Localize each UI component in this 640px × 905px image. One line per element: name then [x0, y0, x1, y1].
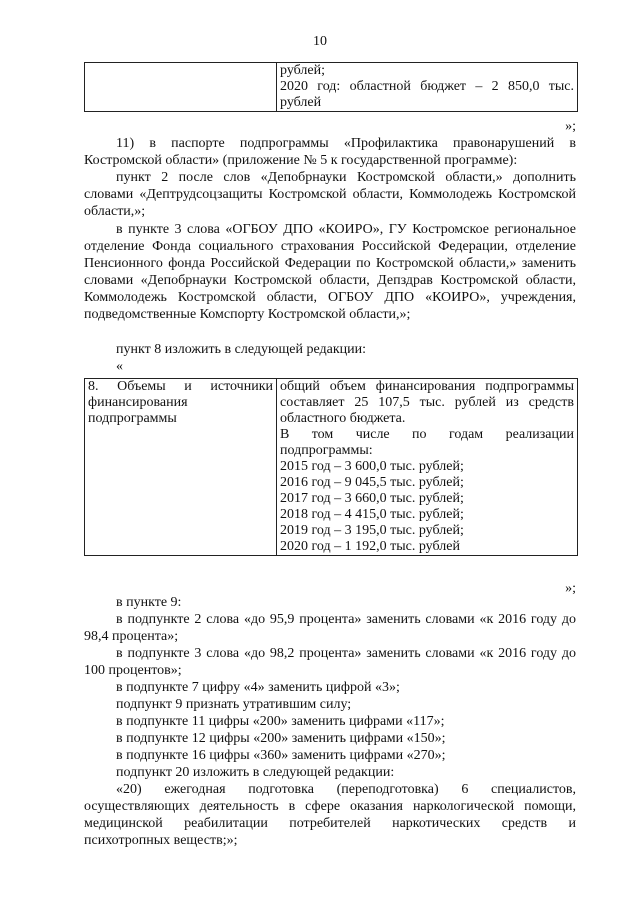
financing-table-value-cell	[277, 379, 578, 556]
financing-table	[84, 378, 578, 556]
financing-year-row: 2018 год – 4 415,0 тыс. рублей;	[280, 507, 464, 522]
closing-quote: »;	[565, 581, 576, 596]
table-line: рублей;	[280, 63, 325, 78]
subpoint-item: в подпункте 7 цифру «4» заменить цифрой «3»;	[116, 680, 400, 695]
continuation-table-text-cell	[277, 63, 578, 112]
subpoint-item: подпункт 20 изложить в следующей редакции:	[116, 765, 395, 780]
closing-quote: »;	[565, 119, 576, 134]
continuation-table	[84, 62, 578, 112]
page-number: 10	[313, 34, 327, 49]
financing-year-row: 2020 год – 1 192,0 тыс. рублей	[280, 539, 460, 554]
continuation-table-empty-cell	[85, 63, 277, 112]
subpoint-item: в подпункте 2 слова «до 95,9 процента» заменить словами «к 2016 году до 98,4 процента»;	[84, 612, 576, 644]
paragraph-point-3: в пункте 3 слова «ОГБОУ ДПО «КОИРО», ГУ Костромское региональное отделение Фонда социального страхования Российской Федерации, отделение Пенсионного фонда Российской Федерации по Костромской области,» заменить словами «Депобрнауки Костромской области, Депздрав Костромской области, Коммолодежь Костромской области, ОГБОУ ДПО «КОИРО», учреждения, подведомственные Комспорту Костромской области,»;	[84, 222, 576, 322]
subpoint-item: в подпункте 11 цифры «200» заменить цифрами «117»;	[116, 714, 445, 729]
opening-quote: «	[116, 359, 123, 374]
subpoint-item: подпункт 9 признать утратившим силу;	[116, 697, 352, 712]
paragraph-point-2: пункт 2 после слов «Депобрнауки Костромской области,» дополнить словами «Дептрудсоцзащиты Костромской области, Коммолодежь Костромской области,»;	[84, 170, 576, 219]
financing-year-row: 2019 год – 3 195,0 тыс. рублей;	[280, 523, 464, 538]
subpoint-20-text: «20) ежегодная подготовка (переподготовка) 6 специалистов, осуществляющих деятельность в сфере оказания наркологической помощи, медицинской реабилитации потребителей наркотических средств и психотропных веществ;»;	[84, 782, 576, 848]
table-line: 2020 год: областной бюджет – 2 850,0 тыс.	[280, 79, 574, 94]
financing-intro: общий объем финансирования подпрограммы составляет 25 107,5 тыс. рублей из средств областного бюджета.	[280, 379, 574, 426]
subpoint-item: в подпункте 3 слова «до 98,2 процента» заменить словами «к 2016 году до 100 процентов»;	[84, 646, 576, 678]
financing-year-row: 2015 год – 3 600,0 тыс. рублей;	[280, 459, 464, 474]
financing-year-row: 2017 год – 3 660,0 тыс. рублей;	[280, 491, 464, 506]
paragraph-point-9: в пункте 9:	[116, 595, 182, 610]
paragraph-point-8: пункт 8 изложить в следующей редакции:	[116, 342, 366, 357]
financing-table-label: 8. Объемы и источники финансирования подпрограммы	[88, 379, 273, 426]
subpoint-item: в подпункте 12 цифры «200» заменить цифрами «150»;	[116, 731, 446, 746]
paragraph-item-11: 11) в паспорте подпрограммы «Профилактика правонарушений в Костромской области» (приложение № 5 к государственной программе):	[84, 136, 576, 168]
financing-table-label-cell	[85, 379, 277, 556]
financing-by-year-intro: В том числе по годам реализации подпрограммы:	[280, 427, 574, 458]
financing-year-row: 2016 год – 9 045,5 тыс. рублей;	[280, 475, 464, 490]
subpoint-item: в подпункте 16 цифры «360» заменить цифрами «270»;	[116, 748, 446, 763]
table-line: рублей	[280, 95, 322, 110]
